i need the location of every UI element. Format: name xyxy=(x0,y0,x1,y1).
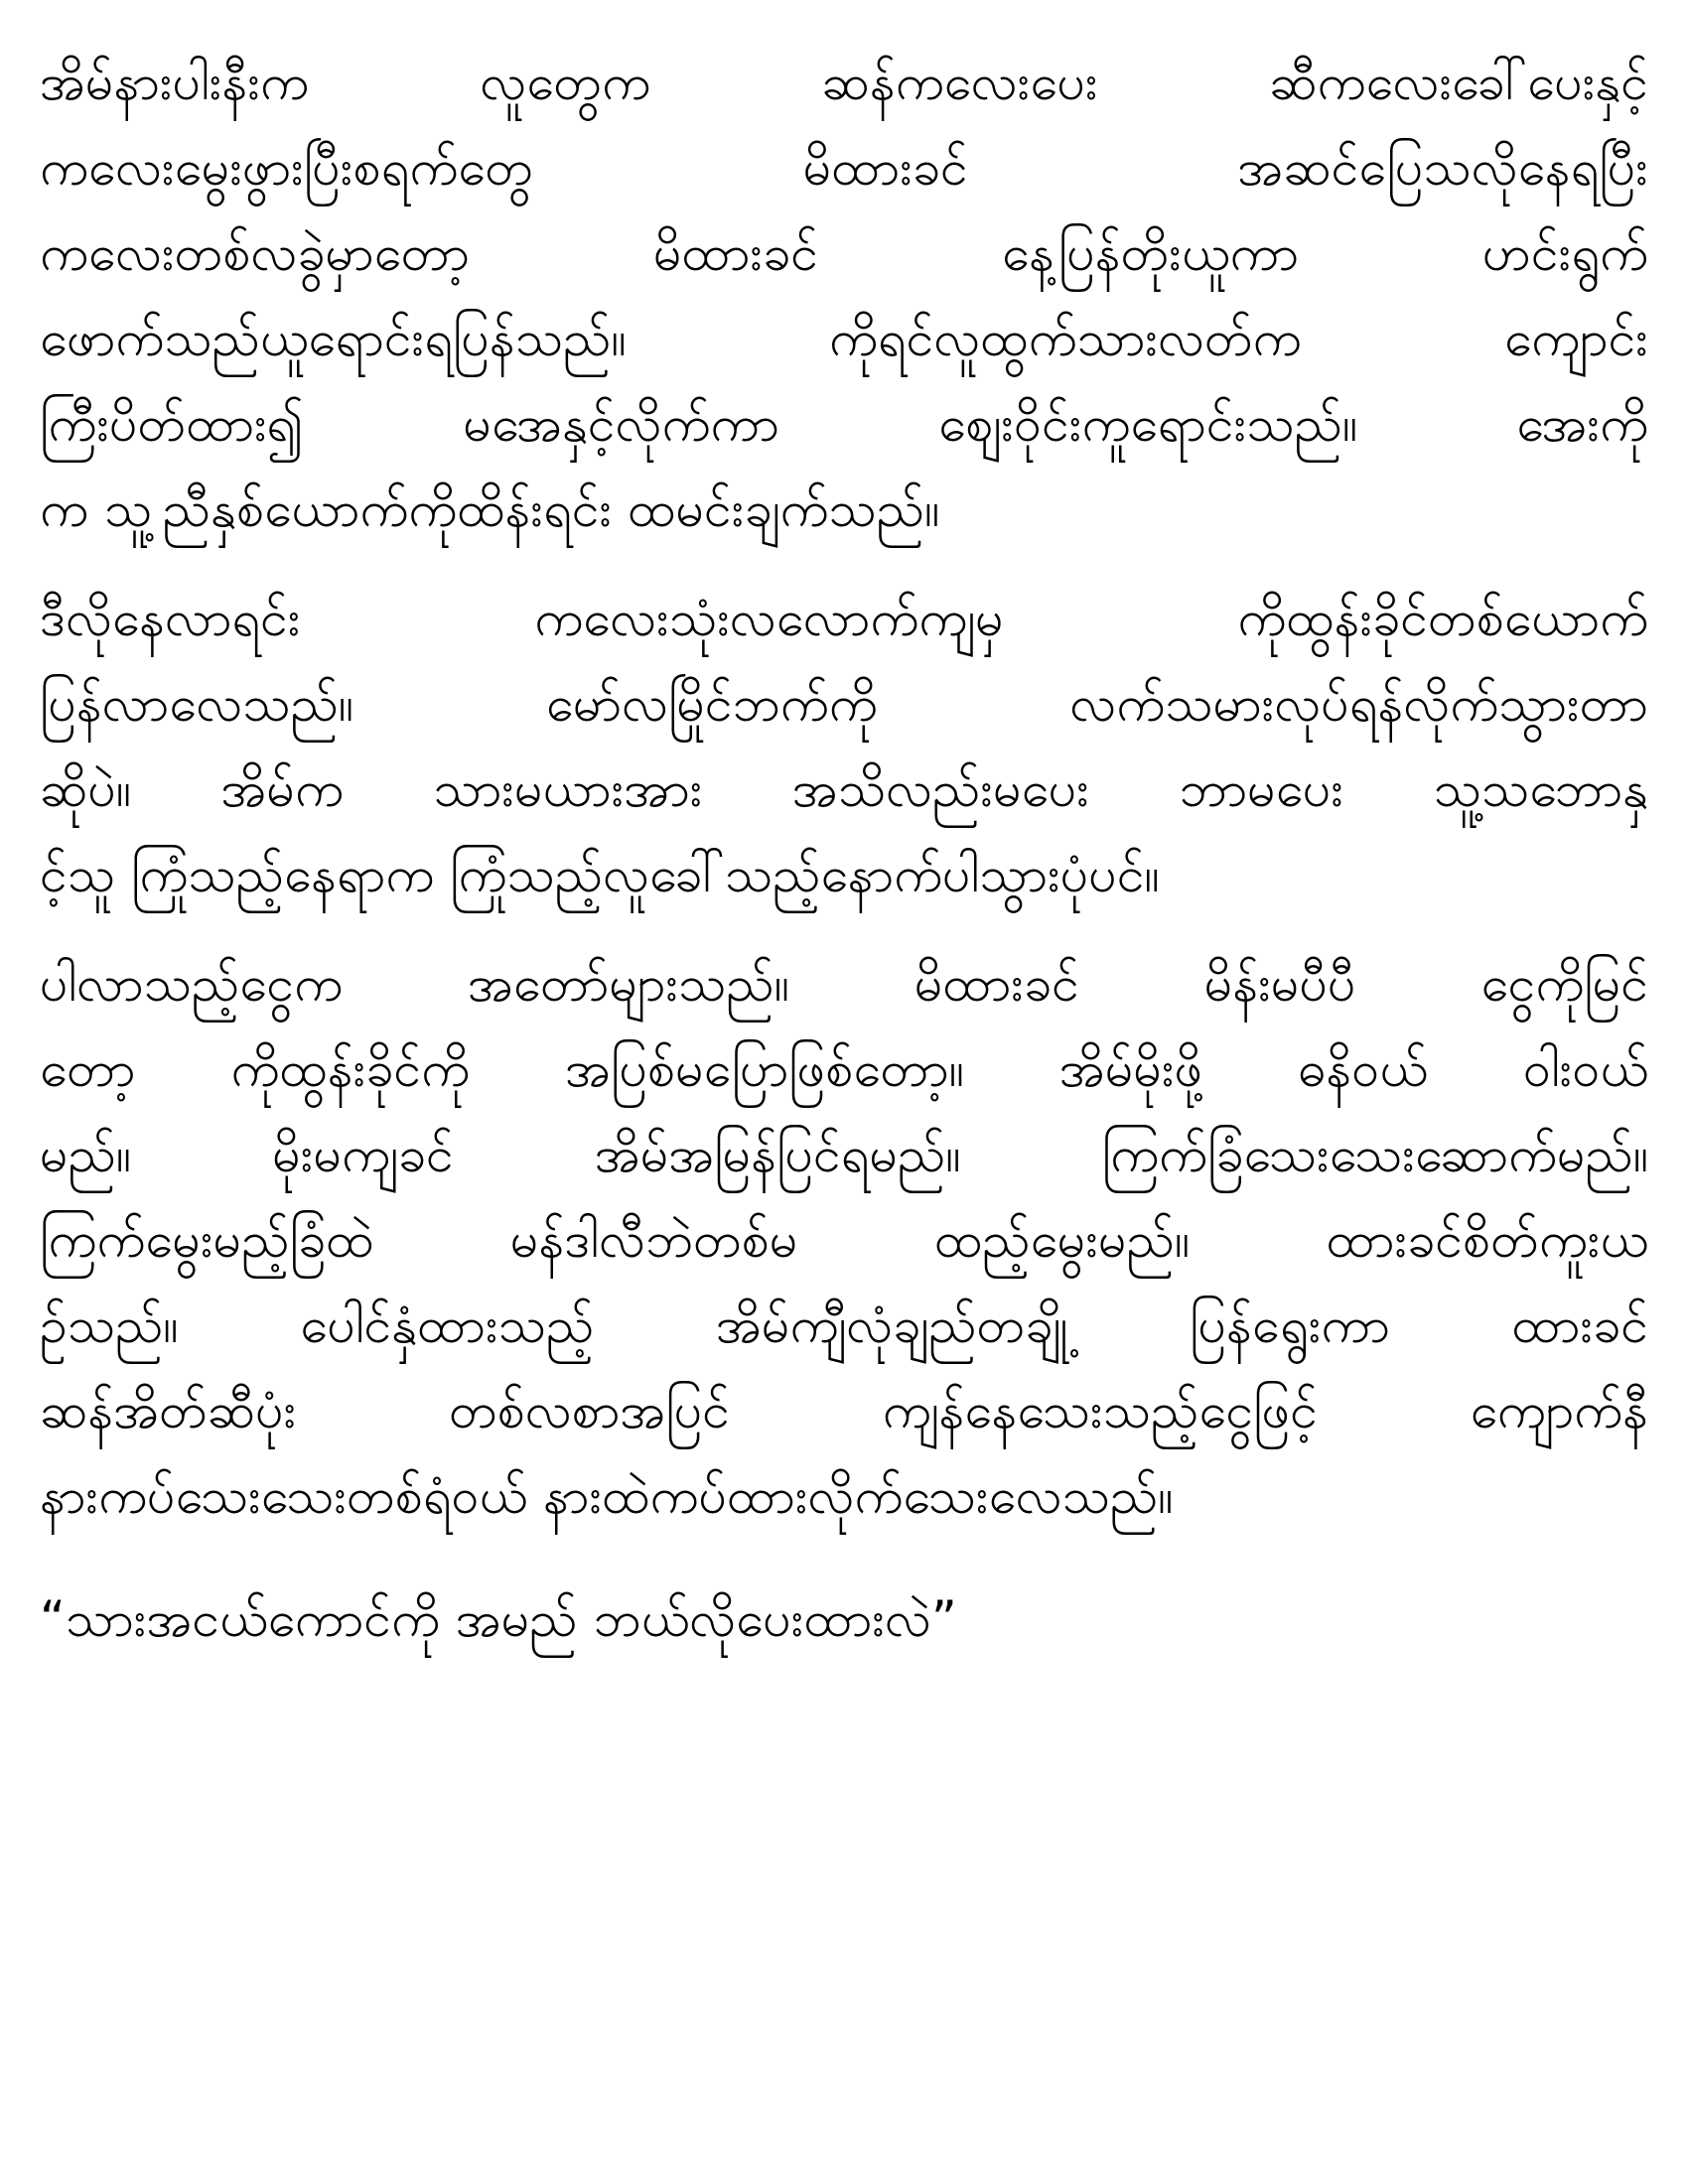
text-line: ပြန်လာလေသည်။ မော်လမြိုင်ဘက်ကို လက်သမားလုပ်ရန်လိုက်သွားတာ xyxy=(40,675,1648,733)
text-line: ကလေးမွေးဖွားပြီးစရက်တွေ မိထားခင် အဆင်ပြေသလိုနေရပြီး xyxy=(40,139,1648,197)
text-line: ကြီးပိတ်ထား၍ မအေနှင့်လိုက်ကာ စျေးဝိုင်းကူရောင်းသည်။ အေးကို xyxy=(40,395,1648,453)
text-line: အိမ်နားပါးနီးက လူတွေက ဆန်ကလေးပေး ဆီကလေးခေါ်ပေးနှင့် xyxy=(40,54,1648,111)
text-line: မည်။ မိုးမကျခင် အိမ်အမြန်ပြင်ရမည်။ ကြက်ခြံသေးသေးဆောက်မည်။ xyxy=(40,1126,1648,1183)
text-line: ဒီလိုနေလာရင်း ကလေးသုံးလလောက်ကျမှ ကိုထွန်းခိုင်တစ်ယောက် xyxy=(40,590,1648,647)
text-line: ပါလာသည့်ငွေက အတော်များသည်။ မိထားခင် မိန်းမပီပီ ငွေကိုမြင် xyxy=(40,955,1648,1013)
text-line: င့်သူ ကြုံသည့်နေရာက ကြုံသည့်လူခေါ်သည့်နောက်ပါသွားပုံပင်။ xyxy=(40,846,1160,903)
quote-line: “သားအငယ်ကောင်ကို အမည် ဘယ်လိုပေးထားလဲ” xyxy=(40,1590,957,1648)
text-line: က သူ့ညီနှစ်ယောက်ကိုထိန်းရင်း ထမင်းချက်သည်။ xyxy=(40,480,940,538)
paragraph-1 xyxy=(40,40,1648,552)
text-line: ဖောက်သည်ယူရောင်းရပြန်သည်။ ကိုရင်လူထွက်သားလတ်က ကျောင်း xyxy=(40,310,1648,367)
document-page xyxy=(40,40,1648,1686)
text-line: ကလေးတစ်လခွဲမှာတော့ မိထားခင် နေ့ပြန်တိုးယူကာ ဟင်းရွက် xyxy=(40,224,1648,282)
text-line: ဉ်သည်။ ပေါင်နှံထားသည့် အိမ်ကျီလုံချည်တချို့ ပြန်ရွေးကာ ထားခင် xyxy=(40,1297,1648,1354)
text-line: တော့ ကိုထွန်းခိုင်ကို အပြစ်မပြောဖြစ်တော့။ အိမ်မိုးဖို့ ဓနိဝယ် ဝါးဝယ် xyxy=(40,1040,1648,1098)
text-line: ဆိုပဲ။ အိမ်က သားမယားအား အသိလည်းမပေး ဘာမပေး သူ့သဘောနှ xyxy=(40,760,1648,818)
paragraph-2 xyxy=(40,576,1648,917)
text-line: ဆန်အိတ်ဆီပုံး တစ်လစာအပြင် ကျန်နေသေးသည့်ငွေဖြင့် ကျောက်နီ xyxy=(40,1382,1648,1439)
text-line: နားကပ်သေးသေးတစ်ရံဝယ် နားထဲကပ်ထားလိုက်သေးလေသည်။ xyxy=(40,1467,1174,1525)
paragraph-3 xyxy=(40,941,1648,1539)
text-line: ကြက်မွေးမည့်ခြံထဲ မန်ဒါလီဘဲတစ်မ ထည့်မွေးမည်။ ထားခင်စိတ်ကူးယ xyxy=(40,1211,1648,1269)
dialogue-quote xyxy=(40,1576,1648,1662)
